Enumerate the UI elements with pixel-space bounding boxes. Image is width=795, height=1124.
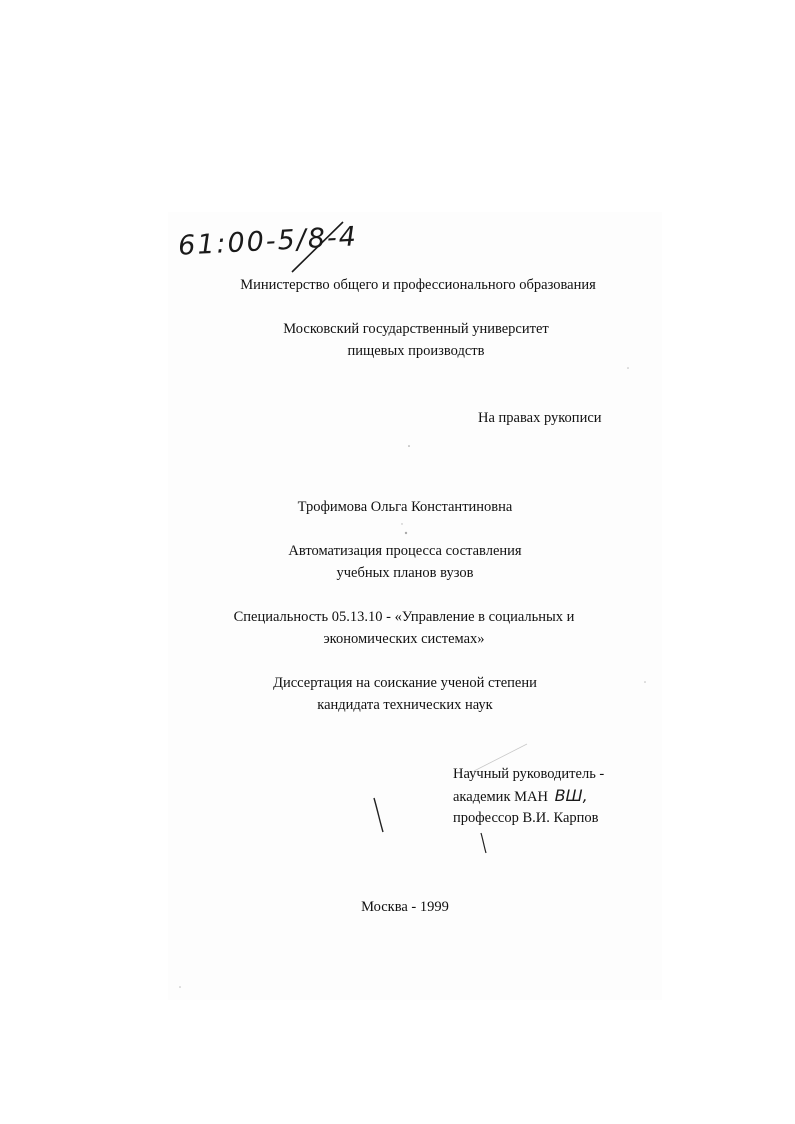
- supervisor-line1: Научный руководитель -: [453, 766, 605, 782]
- dissertation-line1: Диссертация на соискание ученой степени: [273, 675, 537, 691]
- author-name: Трофимова Ольга Константиновна: [297, 499, 513, 515]
- ministry-name: Министерство общего и профессионального образования: [240, 277, 596, 293]
- archive-number: 61:00-5/8-4: [177, 221, 359, 262]
- dissertation-line2: кандидата технических наук: [317, 697, 493, 713]
- university-name-line1: Московский государственный университет: [283, 321, 549, 337]
- supervisor-line2: [453, 787, 588, 806]
- university-name-line2: пищевых производств: [347, 343, 485, 359]
- specialty-line1: Специальность 05.13.10 - «Управление в социальных и: [233, 609, 575, 625]
- thesis-title-line2: учебных планов вузов: [336, 565, 474, 581]
- thesis-title-line1: Автоматизация процесса составления: [288, 543, 522, 559]
- specialty-line2: экономических системах»: [323, 631, 485, 647]
- supervisor-handwritten-note: ВШ,: [554, 786, 588, 805]
- place-and-year: Москва - 1999: [361, 899, 449, 915]
- supervisor-title: академик МАН: [453, 789, 548, 805]
- rights-note: На правах рукописи: [478, 410, 602, 426]
- supervisor-line3: профессор В.И. Карпов: [453, 810, 599, 826]
